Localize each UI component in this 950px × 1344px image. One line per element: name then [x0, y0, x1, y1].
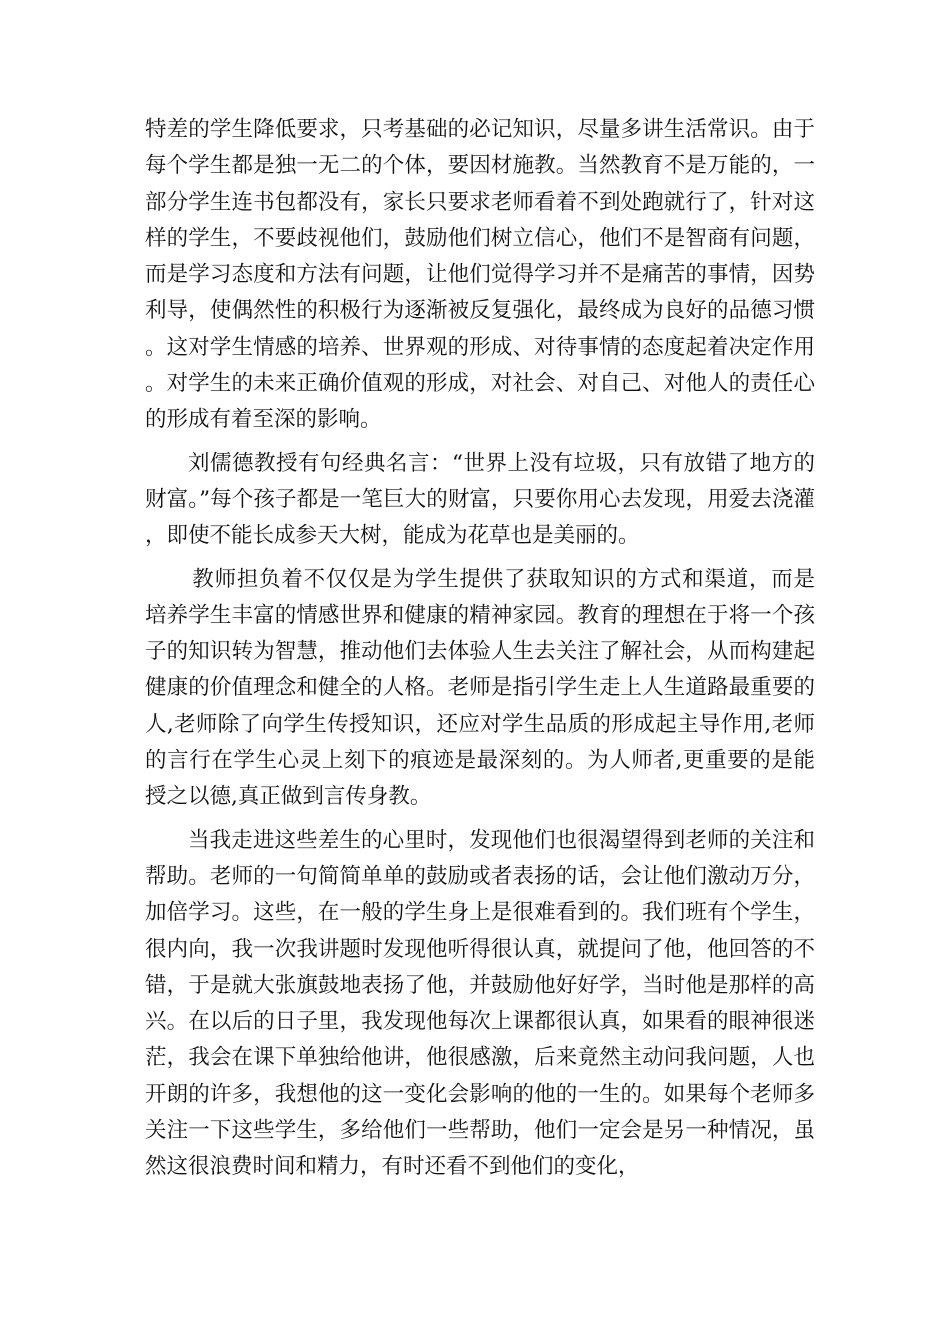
document-body: [145, 112, 815, 1193]
paragraph-continuation: 特差的学生降低要求，只考基础的必记知识，尽量多讲生活常识。由于每个学生都是独一无二的个体，要因材施教。当然教育不是万能的，一部分学生连书包都没有，家长只要求老师看着不到处跑就行了，针对这样的学生，不要歧视他们，鼓励他们树立信心，他们不是智商有问题，而是学习态度和方法有问题，让他们觉得学习并不是痛苦的事情，因势利导，使偶然性的积极行为逐渐被反复强化，最终成为良好的品德习惯。这对学生情感的培养、世界观的形成、对待事情的态度起着决定作用。对学生的未来正确价值观的形成，对社会、对自己、对他人的责任心的形成有着至深的影响。: [145, 117, 815, 433]
paragraph-student-story: 当我走进这些差生的心里时，发现他们也很渴望得到老师的关注和帮助。老师的一句简简单单的鼓励或者表扬的话，会让他们激动万分，加倍学习。这些，在一般的学生身上是很难看到的。我们班有个学生，很内向，我一次我讲题时发现他听得很认真，就提问了他，他回答的不错，于是就大张旗鼓地表扬了他，并鼓励他好好学，当时他是那样的高兴。在以后的日子里，我发现他每次上课都很认真，如果看的眼神很迷茫，我会在课下单独给他讲，他很感激，后来竟然主动问我问题，人也开朗的许多，我想他的这一变化会影响的他的一生的。如果每个老师多关注一下这些学生，多给他们一些帮助，他们一定会是另一种情况，虽然这很浪费时间和精力，有时还看不到他们的变化，: [145, 827, 815, 1180]
paragraph-teacher-role: 教师担负着不仅仅是为学生提供了获取知识的方式和渠道，而是培养学生丰富的情感世界和健康的精神家园。教育的理想在于将一个孩子的知识转为智慧，推动他们去体验人生去关注了解社会，从而构建起健康的价值理念和健全的人格。老师是指引学生走上人生道路最重要的人,老师除了向学生传授知识，还应对学生品质的形成起主导作用,老师的言行在学生心灵上刻下的痕迹是最深刻的。为人师者,更重要的是能授之以德,真正做到言传身教。: [145, 566, 815, 810]
paragraph-quote: 刘儒德教授有句经典名言：“世界上没有垃圾，只有放错了地方的财富。”每个孩子都是一笔巨大的财富，只要你用心去发现，用爱去浇灌，即使不能长成参天大树，能成为花草也是美丽的。: [145, 450, 815, 549]
